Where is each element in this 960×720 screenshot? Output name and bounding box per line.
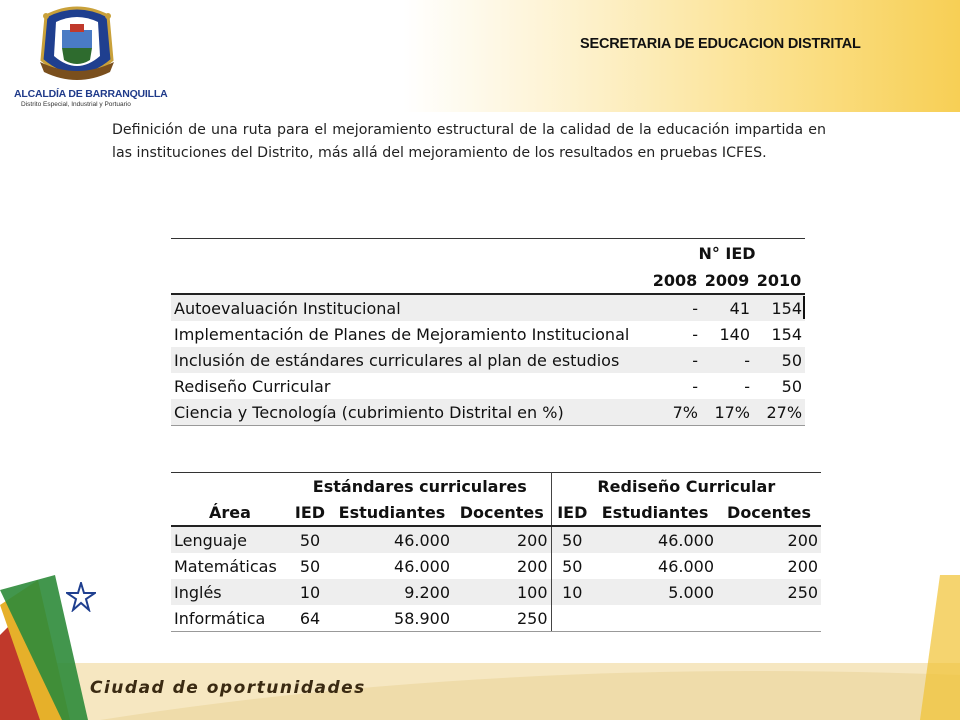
cell-value: 9.200 — [331, 579, 453, 605]
cell-value: 58.900 — [331, 605, 453, 632]
ied-header-blank — [171, 267, 649, 294]
area-name: Matemáticas — [171, 553, 289, 579]
area-name: Lenguaje — [171, 526, 289, 553]
ied-group-header: N° IED — [698, 243, 756, 263]
cell-value: 200 — [453, 526, 551, 553]
year-header: 2009 — [701, 267, 753, 294]
alcaldia-logo — [6, 2, 168, 110]
cell-value: - — [649, 347, 701, 373]
cell-value: 250 — [717, 579, 821, 605]
cursor-bar — [803, 296, 805, 319]
organization-title: SECRETARIA DE EDUCACION DISTRITAL — [580, 36, 861, 52]
cell-value: 46.000 — [331, 526, 453, 553]
ied-header-blank — [171, 239, 649, 268]
column-header-area: Área — [171, 499, 289, 526]
cell-value: 100 — [453, 579, 551, 605]
group-header-rediseno: Rediseño Curricular — [551, 473, 821, 500]
column-header-docentes: Docentes — [717, 499, 821, 526]
cell-value: 200 — [717, 526, 821, 553]
cell-value: 64 — [289, 605, 331, 632]
column-header-ied: IED — [289, 499, 331, 526]
cell-value: 140 — [701, 321, 753, 347]
cell-value: 46.000 — [331, 553, 453, 579]
coat-of-arms-icon — [6, 2, 148, 88]
cell-value: 17% — [701, 399, 753, 426]
footer-decoration — [0, 575, 960, 720]
group-header-estandares: Estándares curriculares — [312, 476, 527, 496]
cell-value: 200 — [453, 553, 551, 579]
area-name: Inglés — [171, 579, 289, 605]
year-header: 2010 — [753, 267, 805, 294]
table-row — [171, 526, 821, 553]
cell-value: - — [701, 347, 753, 373]
cell-value: 27% — [753, 399, 805, 426]
row-label: Inclusión de estándares curriculares al plan de estudios — [171, 347, 649, 373]
row-label: Rediseño Curricular — [171, 373, 649, 399]
cell-value: 5.000 — [593, 579, 717, 605]
logo-name: ALCALDÍA DE BARRANQUILLA — [14, 88, 168, 100]
cell-value: 50 — [551, 553, 593, 579]
table-row — [171, 347, 805, 373]
cell-value: 7% — [649, 399, 701, 426]
cell-value: 50 — [753, 373, 805, 399]
cell-value: 46.000 — [593, 553, 717, 579]
year-header: 2008 — [649, 267, 701, 294]
cell-value: 154 — [753, 321, 805, 347]
column-header-estudiantes: Estudiantes — [331, 499, 453, 526]
cell-value: 41 — [701, 294, 753, 321]
cell-value: 46.000 — [593, 526, 717, 553]
cell-value: - — [701, 373, 753, 399]
table-row — [171, 321, 805, 347]
star-icon — [66, 582, 96, 612]
row-label: Ciencia y Tecnología (cubrimiento Distrital en %) — [171, 399, 649, 426]
cell-value: 10 — [289, 579, 331, 605]
cell-value: - — [649, 373, 701, 399]
cell-value: - — [649, 321, 701, 347]
cell-value: 50 — [289, 553, 331, 579]
column-header-ied: IED — [551, 499, 593, 526]
column-header-estudiantes: Estudiantes — [593, 499, 717, 526]
table-row — [171, 399, 805, 426]
intro-paragraph: Definición de una ruta para el mejoramiento estructural de la calidad de la educación impartida en las instituciones del Distrito, más allá del mejoramiento de los resultados en pruebas ICFES. — [112, 122, 826, 161]
ied-table — [171, 238, 805, 426]
area-header-blank — [171, 473, 289, 500]
cell-value: 50 — [551, 526, 593, 553]
logo-subtitle: Distrito Especial, Industrial y Portuario — [21, 101, 131, 108]
cell-value: 10 — [551, 579, 593, 605]
cell-value: 50 — [753, 347, 805, 373]
cell-value: 154 — [753, 294, 805, 321]
row-label: Autoevaluación Institucional — [171, 294, 649, 321]
table-row — [171, 294, 805, 321]
cell-value: 50 — [289, 526, 331, 553]
footer-slogan: Ciudad de oportunidades — [90, 678, 366, 698]
cell-value: - — [649, 294, 701, 321]
table-row — [171, 373, 805, 399]
row-label: Implementación de Planes de Mejoramiento Institucional — [171, 321, 649, 347]
area-name: Informática — [171, 605, 289, 632]
column-header-docentes: Docentes — [453, 499, 551, 526]
cell-value: 200 — [717, 553, 821, 579]
cell-value: 250 — [453, 605, 551, 632]
